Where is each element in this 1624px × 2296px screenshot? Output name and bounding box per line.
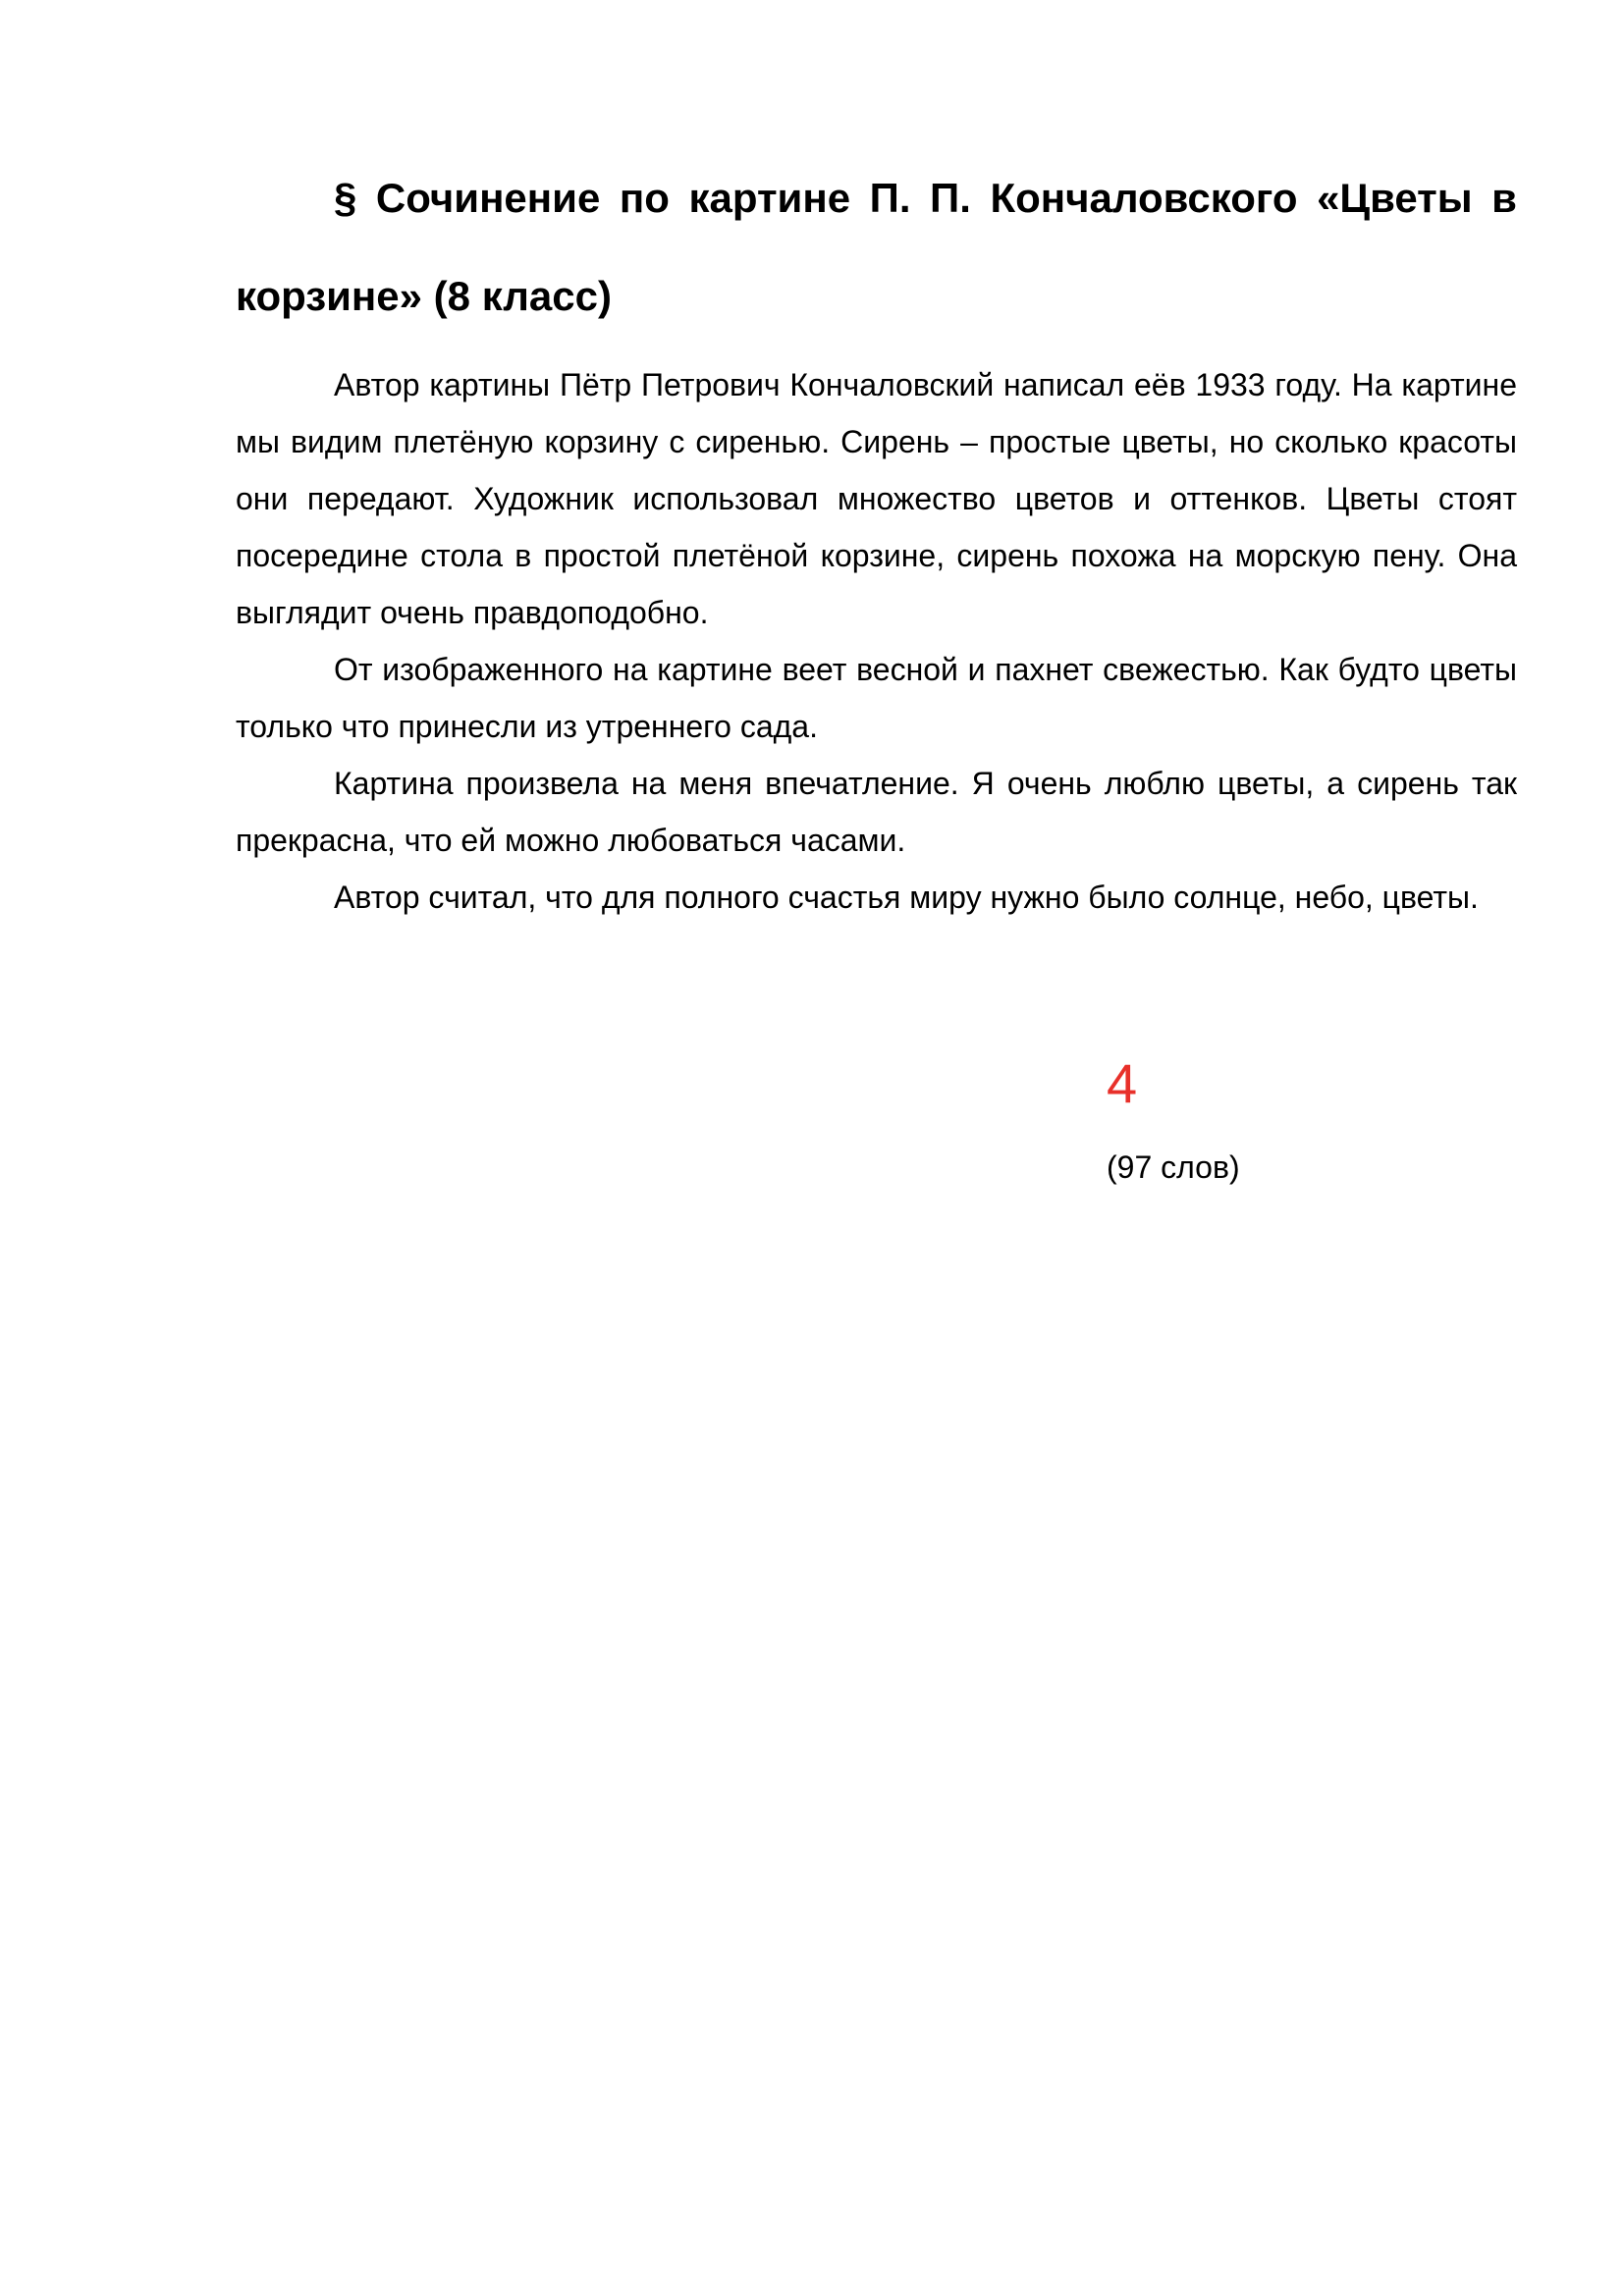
essay-paragraph: Автор считал, что для полного счастья миру нужно было солнце, небо, цветы. xyxy=(334,880,1479,915)
essay-paragraph: От изображенного на картине веет весной и пахнет свежестью. Как будто цветы только что принесли из утреннего сада. xyxy=(236,652,1517,744)
grade-mark: 4 xyxy=(1107,1052,1138,1114)
page-title: § Сочинение по картине П. П. Кончаловского «Цветы в корзине» (8 класс) xyxy=(236,175,1517,319)
essay-paragraph: Автор картины Пётр Петрович Кончаловский написал еёв 1933 году. На картине мы видим плетёную корзину с сиренью. Сирень – простые цветы, но сколько красоты они передают. Художник использовал множество цветов и оттенков. Цветы стоят посередине стола в простой плетёной корзине, сирень похожа на морскую пену. Она выглядит очень правдоподобно. xyxy=(236,367,1517,630)
essay-body xyxy=(236,356,1517,926)
word-count: (97 слов) xyxy=(1107,1149,1240,1185)
essay-paragraph: Картина произвела на меня впечатление. Я очень люблю цветы, а сирень так прекрасна, что ей можно любоваться часами. xyxy=(236,766,1517,858)
